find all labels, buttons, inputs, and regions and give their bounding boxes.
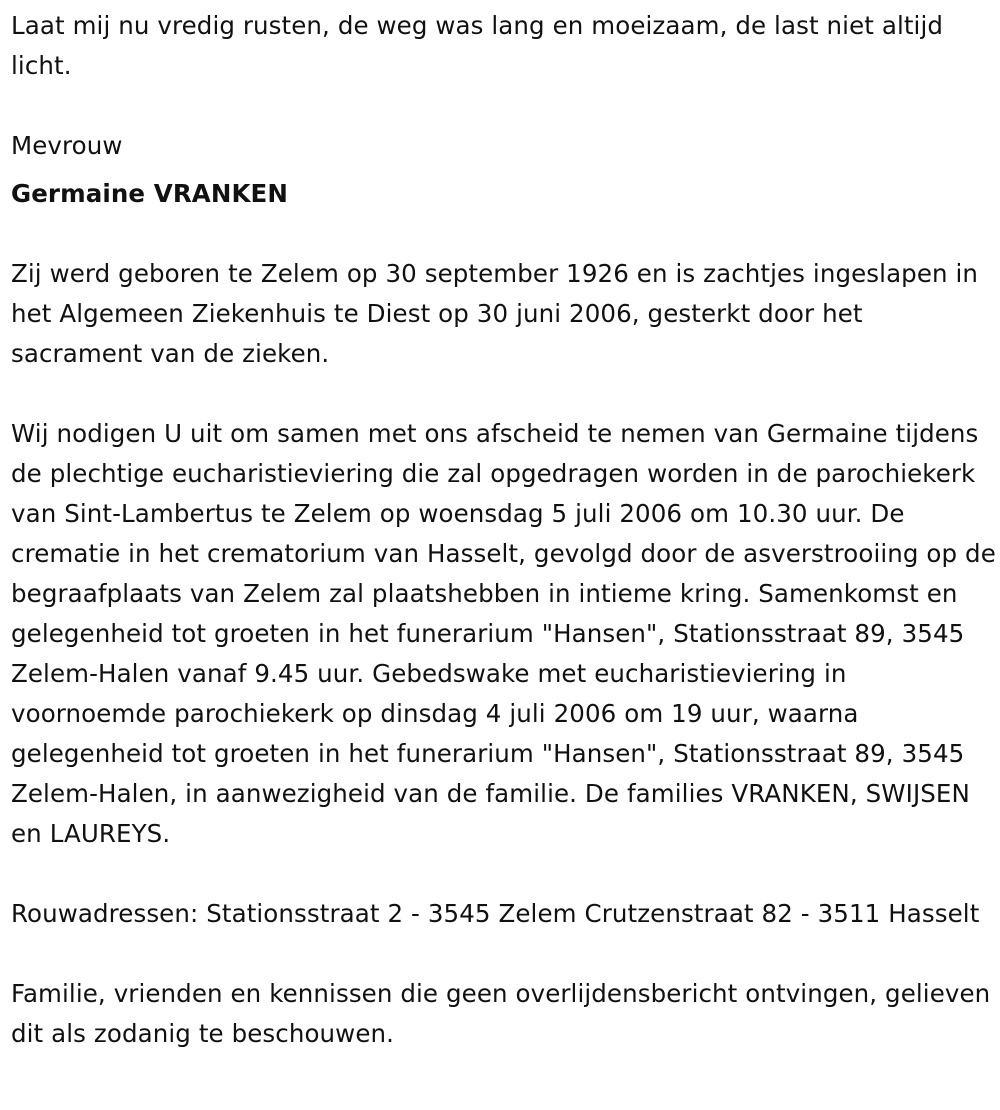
deceased-name: Germaine VRANKEN [11,179,288,208]
spacer [11,374,997,414]
invitation-paragraph: Wij nodigen U uit om samen met ons afscheid te nemen van Germaine tijdens de plechtige eucharistieviering die zal opgedragen worden in de parochiekerk van Sint-Lambertus te Zelem op woensdag 5 juli 2006 om 10.30 uur. De crematie in het crematorium van Hasselt, gevolgd door de asverstrooiing op de begraafplaats van Zelem zal plaatshebben in intieme kring. Samenkomst en gelegenheid tot groeten in het funerarium "Hansen", Stationsstraat 89, 3545 Zelem-Halen vanaf 9.45 uur. Gebedswake met eucharistieviering in voornoemde parochiekerk op dinsdag 4 juli 2006 om 19 uur, waarna gelegenheid tot groeten in het funerarium "Hansen", Stationsstraat 89, 3545 Zelem-Halen, in aanwezigheid van de familie. De families VRANKEN, SWIJSEN en LAUREYS. [11,419,996,848]
spacer [11,854,997,894]
spacer [11,934,997,974]
epigraph-text: Laat mij nu vredig rusten, de weg was lang en moeizaam, de last niet altijd licht. [11,11,944,80]
salutation: Mevrouw [11,131,123,160]
spacer [11,214,997,254]
mourning-addresses: Rouwadressen: Stationsstraat 2 - 3545 Zelem Crutzenstraat 82 - 3511 Hasselt [11,899,980,928]
closing-paragraph: Familie, vrienden en kennissen die geen overlijdensbericht ontvingen, gelieven dit als zodanig te beschouwen. [11,979,991,1048]
birth-death-paragraph: Zij werd geboren te Zelem op 30 september 1926 en is zachtjes ingeslapen in het Algemeen Ziekenhuis te Diest op 30 juni 2006, gesterkt door het sacrament van de zieken. [11,259,979,368]
obituary-notice [11,6,997,1054]
spacer [11,86,997,126]
